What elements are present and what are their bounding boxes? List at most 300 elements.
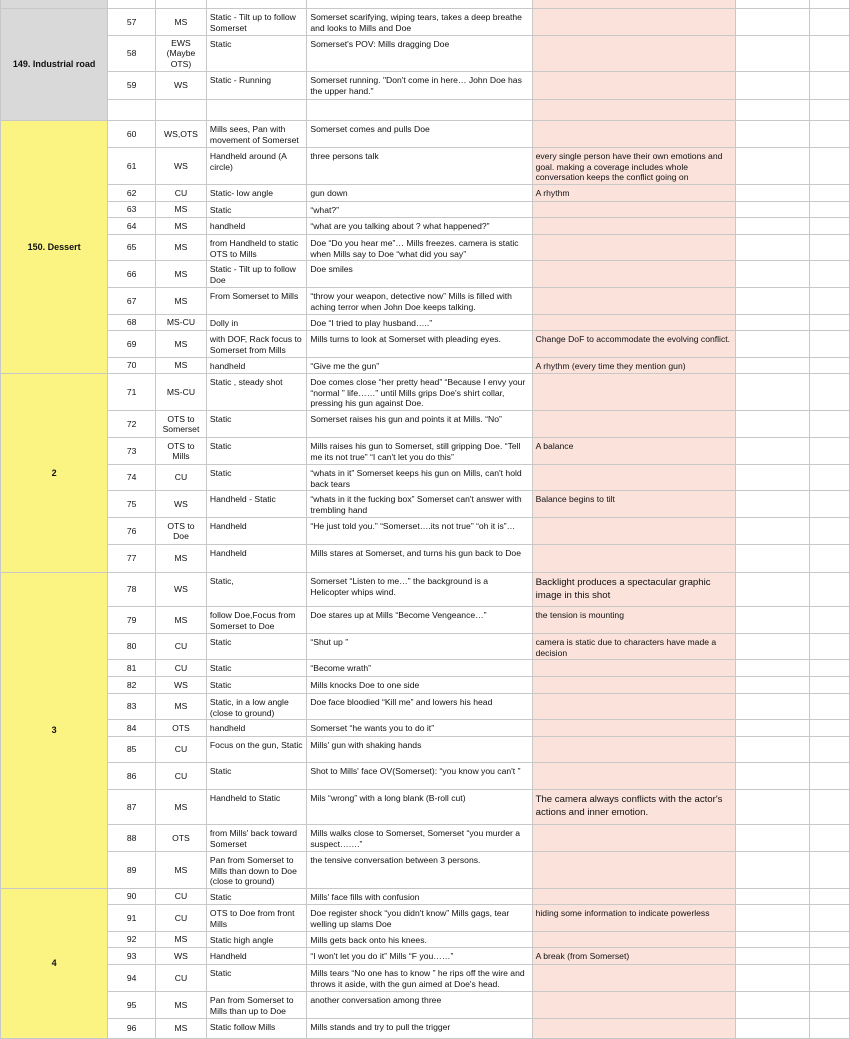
empty-cell [736,573,810,607]
empty-cell [810,677,850,694]
empty-cell [810,288,850,315]
shot-number-cell: 58 [108,36,156,72]
shot-content-cell: Shot to Mills' face OV(Somerset): “you know you can't ” [307,763,532,790]
shot-row [1,720,850,737]
analysis-cell: The camera always conflicts with the actor's actions and inner emotion. [532,790,735,825]
shot-size-cell: MS [156,9,207,36]
camera-motion-cell [206,0,306,9]
shot-row [1,573,850,607]
shot-size-cell: WS [156,573,207,607]
empty-cell [810,358,850,374]
camera-motion-cell: Static [206,677,306,694]
shot-row [1,677,850,694]
shot-size-cell: CU [156,737,207,763]
empty-cell [736,905,810,932]
shot-content-cell: Mills walks close to Somerset, Somerset “you murder a suspect…….” [307,825,532,852]
analysis-cell [532,932,735,948]
shot-row [1,261,850,288]
analysis-cell [532,852,735,889]
camera-motion-cell: Static- low angle [206,185,306,202]
shot-content-cell: Doe register shock “you didn't know” Mills gags, tear welling up slams Doe [307,905,532,932]
analysis-cell [532,677,735,694]
shot-row [1,763,850,790]
empty-cell [810,261,850,288]
shot-number-cell: 89 [108,852,156,889]
shot-row [1,202,850,218]
camera-motion-cell: Static [206,634,306,660]
shot-size-cell: MS [156,852,207,889]
empty-cell [736,148,810,185]
shot-size-cell [156,0,207,9]
camera-motion-cell: Static [206,465,306,491]
shot-size-cell: WS [156,491,207,518]
empty-cell [736,1019,810,1039]
shot-size-cell: MS [156,607,207,634]
shot-size-cell: MS [156,694,207,720]
shot-number-cell: 86 [108,763,156,790]
shot-content-cell: Mills' face fills with confusion [307,889,532,905]
shot-row [1,411,850,438]
camera-motion-cell: handheld [206,720,306,737]
shot-size-cell: WS [156,677,207,694]
shot-row [1,905,850,932]
shot-size-cell: WS [156,948,207,965]
shot-number-cell: 87 [108,790,156,825]
shot-size-cell: CU [156,634,207,660]
empty-cell [736,411,810,438]
shot-row [1,965,850,992]
shot-size-cell: OTS to Doe [156,518,207,545]
empty-cell [736,825,810,852]
empty-cell [810,331,850,358]
empty-cell [736,36,810,72]
shot-content-cell: gun down [307,185,532,202]
shot-number-cell: 70 [108,358,156,374]
analysis-cell [532,121,735,148]
scene-cell: 3 [1,573,108,889]
shot-row [1,0,850,9]
camera-motion-cell: Static - Running [206,72,306,100]
empty-cell [736,889,810,905]
analysis-cell [532,202,735,218]
empty-cell [736,992,810,1019]
shot-size-cell: MS [156,261,207,288]
shot-number-cell: 73 [108,438,156,465]
shot-row [1,660,850,677]
empty-cell [736,465,810,491]
shot-row [1,36,850,72]
shot-row [1,992,850,1019]
analysis-cell: hiding some information to indicate powerless [532,905,735,932]
shot-row [1,790,850,825]
analysis-cell [532,660,735,677]
shot-size-cell: MS [156,288,207,315]
scene-cell: 149. Industrial road [1,9,108,121]
empty-cell [736,660,810,677]
empty-cell [736,100,810,121]
shot-number-cell: 75 [108,491,156,518]
analysis-cell [532,545,735,573]
shot-row [1,331,850,358]
empty-cell [810,72,850,100]
scene-cell [1,0,108,9]
shot-number-cell: 85 [108,737,156,763]
shot-content-cell: Mills tears “No one has to know ” he rips off the wire and throws it aside, with the gun aimed at Doe's head. [307,965,532,992]
analysis-cell [532,1019,735,1039]
shot-size-cell: CU [156,763,207,790]
shot-content-cell: Somerset “Listen to me…” the background is a Helicopter whips wind. [307,573,532,607]
camera-motion-cell: Static, [206,573,306,607]
analysis-cell [532,965,735,992]
empty-cell [736,185,810,202]
empty-cell [810,202,850,218]
shot-number-cell: 71 [108,374,156,411]
shot-size-cell: OTS [156,720,207,737]
shot-row [1,1019,850,1039]
empty-cell [736,0,810,9]
camera-motion-cell: Mills sees, Pan with movement of Somerset [206,121,306,148]
empty-cell [810,737,850,763]
shot-content-cell: Mills gets back onto his knees. [307,932,532,948]
camera-motion-cell: Handheld to Static [206,790,306,825]
empty-cell [736,677,810,694]
shot-content-cell: Somerset raises his gun and points it at Mills. “No” [307,411,532,438]
empty-cell [736,737,810,763]
shot-content-cell: “whats in it” Somerset keeps his gun on Mills, can't hold back tears [307,465,532,491]
shot-number-cell: 92 [108,932,156,948]
shot-size-cell: MS-CU [156,374,207,411]
shot-row [1,825,850,852]
analysis-cell [532,235,735,261]
shot-number-cell: 68 [108,315,156,331]
shot-size-cell: MS-CU [156,315,207,331]
empty-cell [810,9,850,36]
empty-cell [736,438,810,465]
empty-cell [810,720,850,737]
shot-number-cell: 64 [108,218,156,235]
shot-number-cell: 94 [108,965,156,992]
empty-cell [810,0,850,9]
shot-content-cell: Mills' gun with shaking hands [307,737,532,763]
camera-motion-cell: Static - Tilt up to follow Doe [206,261,306,288]
empty-cell [736,545,810,573]
camera-motion-cell: Dolly in [206,315,306,331]
camera-motion-cell: Static [206,763,306,790]
empty-cell [810,315,850,331]
shot-row [1,948,850,965]
empty-cell [736,763,810,790]
analysis-cell [532,218,735,235]
camera-motion-cell: with DOF, Rack focus to Somerset from Mills [206,331,306,358]
camera-motion-cell: from Mills' back toward Somerset [206,825,306,852]
shot-number-cell: 95 [108,992,156,1019]
empty-cell [736,261,810,288]
shot-number-cell [108,0,156,9]
camera-motion-cell: Handheld [206,948,306,965]
empty-cell [810,218,850,235]
shot-row [1,185,850,202]
empty-cell [736,218,810,235]
camera-motion-cell: follow Doe,Focus from Somerset to Doe [206,607,306,634]
shot-size-cell: CU [156,965,207,992]
analysis-cell [532,0,735,9]
shot-number-cell: 60 [108,121,156,148]
camera-motion-cell: from Handheld to static OTS to Mills [206,235,306,261]
analysis-cell: Backlight produces a spectacular graphic image in this shot [532,573,735,607]
shot-content-cell: Mills turns to look at Somerset with pleading eyes. [307,331,532,358]
shot-content-cell: Mills knocks Doe to one side [307,677,532,694]
empty-cell [736,491,810,518]
analysis-cell [532,465,735,491]
empty-cell [736,948,810,965]
shot-row [1,737,850,763]
empty-cell [810,374,850,411]
shot-content-cell: “what are you talking about ? what happened?” [307,218,532,235]
empty-cell [810,948,850,965]
camera-motion-cell: Static - Tilt up to follow Somerset [206,9,306,36]
shot-content-cell: Doe comes close “her pretty head” “Because I envy your “normal ” life……” until Mills grips Doe's shirt collar, pressing his gun against Doe. [307,374,532,411]
empty-cell [810,573,850,607]
empty-cell [810,965,850,992]
empty-cell [810,607,850,634]
shot-number-cell: 61 [108,148,156,185]
empty-cell [810,235,850,261]
shot-content-cell: Mills raises his gun to Somerset, still gripping Doe. “Tell me its not true” “I can't let you do this” [307,438,532,465]
shot-row [1,607,850,634]
empty-cell [736,9,810,36]
shot-number-cell [108,100,156,121]
empty-cell [736,235,810,261]
empty-cell [736,852,810,889]
shot-size-cell: OTS to Somerset [156,411,207,438]
shot-number-cell: 83 [108,694,156,720]
empty-cell [810,992,850,1019]
analysis-cell [532,72,735,100]
shot-number-cell: 96 [108,1019,156,1039]
shot-row [1,465,850,491]
camera-motion-cell: Static [206,36,306,72]
shot-size-cell: OTS [156,825,207,852]
empty-cell [736,331,810,358]
shot-row [1,358,850,374]
shot-row [1,634,850,660]
empty-cell [810,36,850,72]
shot-number-cell: 77 [108,545,156,573]
camera-motion-cell: Pan from Somerset to Mills than down to Doe (close to ground) [206,852,306,889]
analysis-cell [532,825,735,852]
empty-cell [736,374,810,411]
shot-row [1,374,850,411]
camera-motion-cell: OTS to Doe from front Mills [206,905,306,932]
shot-size-cell: CU [156,185,207,202]
camera-motion-cell: Static, in a low angle (close to ground) [206,694,306,720]
empty-cell [810,1019,850,1039]
shot-size-cell: MS [156,1019,207,1039]
analysis-cell [532,694,735,720]
shot-content-cell: Mils “wrong” with a long blank (B-roll cut) [307,790,532,825]
shot-content-cell: Doe “Do you hear me”… Mills freezes. camera is static when Mills say to Doe “what did you say” [307,235,532,261]
shot-size-cell: MS [156,992,207,1019]
shot-row [1,852,850,889]
shot-content-cell [307,0,532,9]
shot-row [1,438,850,465]
shot-content-cell: the tensive conversation between 3 persons. [307,852,532,889]
shot-size-cell: CU [156,465,207,491]
analysis-cell [532,100,735,121]
shot-size-cell: WS,OTS [156,121,207,148]
shot-content-cell: “I won't let you do it” Mills “F you……” [307,948,532,965]
empty-cell [810,790,850,825]
analysis-cell: Change DoF to accommodate the evolving conflict. [532,331,735,358]
shot-row [1,889,850,905]
camera-motion-cell: Handheld [206,545,306,573]
shot-content-cell: Doe stares up at Mills “Become Vengeance…” [307,607,532,634]
shot-content-cell: Doe “I tried to play husband…..” [307,315,532,331]
shot-row [1,315,850,331]
analysis-cell [532,36,735,72]
empty-cell [736,202,810,218]
shot-row [1,491,850,518]
shot-content-cell: “Become wrath” [307,660,532,677]
shot-content-cell: Somerset running. "Don't come in here… John Doe has the upper hand." [307,72,532,100]
empty-cell [810,825,850,852]
shot-number-cell: 78 [108,573,156,607]
shot-row [1,72,850,100]
analysis-cell: Balance begins to tilt [532,491,735,518]
shot-size-cell: OTS to Mills [156,438,207,465]
shot-number-cell: 79 [108,607,156,634]
analysis-cell: A rhythm (every time they mention gun) [532,358,735,374]
shot-content-cell: three persons talk [307,148,532,185]
shot-number-cell: 69 [108,331,156,358]
shot-size-cell: MS [156,218,207,235]
shot-content-cell: Somerset scarifying, wiping tears, takes a deep breathe and looks to Mills and Doe [307,9,532,36]
shot-row [1,932,850,948]
shot-number-cell: 74 [108,465,156,491]
empty-cell [810,100,850,121]
analysis-cell [532,288,735,315]
shot-size-cell: MS [156,331,207,358]
shot-content-cell: Doe face bloodied “Kill me” and lowers his head [307,694,532,720]
shot-number-cell: 57 [108,9,156,36]
empty-cell [810,148,850,185]
shot-number-cell: 88 [108,825,156,852]
camera-motion-cell: handheld [206,358,306,374]
shot-number-cell: 84 [108,720,156,737]
shot-size-cell: MS [156,358,207,374]
analysis-cell [532,992,735,1019]
camera-motion-cell: From Somerset to Mills [206,288,306,315]
empty-cell [810,121,850,148]
shot-content-cell [307,100,532,121]
shot-size-cell: CU [156,889,207,905]
shot-size-cell: MS [156,202,207,218]
analysis-cell: camera is static due to characters have made a decision [532,634,735,660]
analysis-cell [532,374,735,411]
shot-size-cell: MS [156,790,207,825]
empty-cell [810,660,850,677]
shot-content-cell: “Give me the gun” [307,358,532,374]
analysis-cell [532,315,735,331]
shot-size-cell: WS [156,148,207,185]
shot-content-cell: another conversation among three [307,992,532,1019]
shot-content-cell: “whats in it the fucking box” Somerset can't answer with trembling hand [307,491,532,518]
analysis-cell [532,9,735,36]
scene-cell: 2 [1,374,108,573]
camera-motion-cell: Static , steady shot [206,374,306,411]
analysis-cell: A balance [532,438,735,465]
empty-cell [810,185,850,202]
shot-number-cell: 76 [108,518,156,545]
shot-content-cell: Somerset “he wants you to do it” [307,720,532,737]
camera-motion-cell: Static [206,965,306,992]
analysis-cell [532,889,735,905]
analysis-cell [532,261,735,288]
analysis-cell: A break (from Somerset) [532,948,735,965]
empty-cell [810,694,850,720]
shot-content-cell: Mills stands and try to pull the trigger [307,1019,532,1039]
shot-number-cell: 91 [108,905,156,932]
shot-row [1,288,850,315]
shot-number-cell: 67 [108,288,156,315]
empty-cell [736,72,810,100]
camera-motion-cell: Handheld [206,518,306,545]
empty-cell [736,607,810,634]
shot-row [1,545,850,573]
shot-content-cell: Somerset comes and pulls Doe [307,121,532,148]
shot-size-cell: MS [156,932,207,948]
camera-motion-cell: Handheld - Static [206,491,306,518]
shot-number-cell: 93 [108,948,156,965]
empty-cell [810,518,850,545]
camera-motion-cell: Static [206,660,306,677]
empty-cell [736,518,810,545]
camera-motion-cell: Pan from Somerset to Mills than up to Doe [206,992,306,1019]
camera-motion-cell: Static [206,889,306,905]
empty-cell [810,763,850,790]
shot-size-cell: MS [156,235,207,261]
shot-size-cell: MS [156,545,207,573]
scene-cell: 150. Dessert [1,121,108,374]
shot-number-cell: 82 [108,677,156,694]
shot-row [1,148,850,185]
shot-content-cell: “throw your weapon, detective now” Mills is filled with aching terror when John Doe keeps talking. [307,288,532,315]
camera-motion-cell: handheld [206,218,306,235]
shot-content-cell: “Shut up ” [307,634,532,660]
analysis-cell [532,720,735,737]
analysis-cell [532,763,735,790]
camera-motion-cell: Static [206,202,306,218]
empty-cell [736,121,810,148]
shot-content-cell: Somerset's POV: Mills dragging Doe [307,36,532,72]
shot-size-cell: EWS (Maybe OTS) [156,36,207,72]
shot-size-cell: WS [156,72,207,100]
camera-motion-cell: Focus on the gun, Static [206,737,306,763]
empty-cell [736,965,810,992]
shot-number-cell: 63 [108,202,156,218]
shot-number-cell: 65 [108,235,156,261]
shot-number-cell: 81 [108,660,156,677]
scene-cell: 4 [1,889,108,1039]
empty-cell [810,932,850,948]
shot-content-cell: “what?” [307,202,532,218]
shot-row [1,121,850,148]
empty-cell [810,465,850,491]
empty-cell [810,905,850,932]
shot-number-cell: 59 [108,72,156,100]
empty-cell [736,288,810,315]
shot-number-cell: 62 [108,185,156,202]
